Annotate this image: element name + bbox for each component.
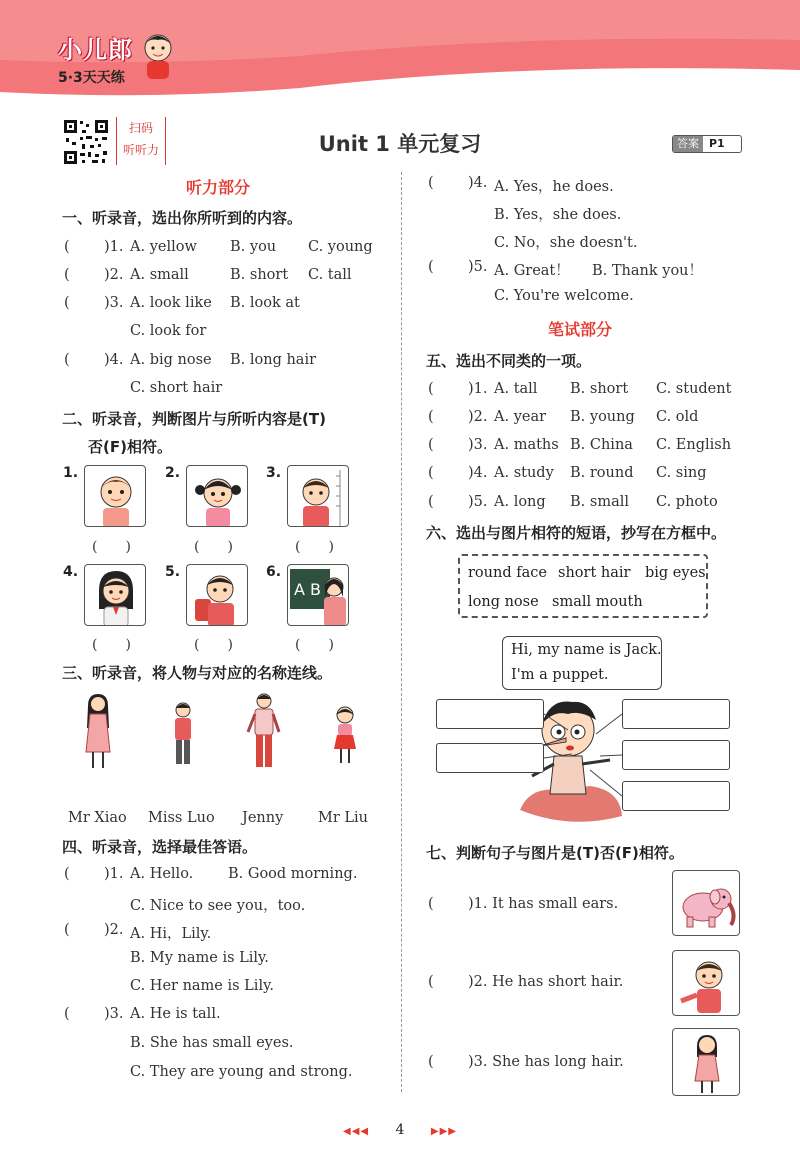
speech-bubble	[502, 636, 662, 690]
option-c: C. Her name is Lily.	[130, 978, 274, 994]
picture-2	[186, 465, 248, 527]
option-a: A. study	[494, 465, 554, 481]
option-a: A. yellow	[130, 239, 197, 255]
option-c: C. Nice to see you，too.	[130, 898, 306, 914]
picture-boy	[672, 950, 740, 1016]
answer-blank[interactable]: (	[428, 437, 434, 453]
option-b: B. look at	[230, 295, 300, 311]
option-c: C. student	[656, 381, 732, 397]
part5-heading: 五、选出不同类的一项。	[426, 352, 592, 370]
brand-name: 小儿郎	[58, 36, 133, 64]
pic-number-6: 6.	[266, 564, 282, 580]
pic-number-5: 5.	[165, 564, 181, 580]
option-b: B. small	[570, 494, 629, 510]
blank-4[interactable]: ( )	[92, 637, 131, 653]
picture-girl	[672, 1028, 740, 1096]
answer-blank[interactable]: (	[428, 381, 434, 397]
picture-4	[84, 564, 146, 626]
item-number: )2.	[104, 922, 124, 938]
option-c: C. short hair	[130, 380, 223, 396]
option-c: C. look for	[130, 323, 207, 339]
option-b: B. China	[570, 437, 633, 453]
boy-short-hair-icon	[673, 951, 740, 1016]
answer-page: P1	[709, 137, 725, 150]
option-b: B. Thank you！	[592, 263, 704, 279]
pic-number-2: 2.	[165, 465, 181, 481]
name-miss-luo[interactable]: Miss Luo	[148, 810, 215, 826]
board-letters: A B	[294, 580, 322, 599]
item-number: )1.	[104, 866, 124, 882]
option-b: B. Yes，she does.	[494, 207, 622, 223]
answer-blank[interactable]: (	[64, 352, 70, 368]
blank-3[interactable]: ( )	[295, 539, 334, 555]
part3-heading: 三、听录音，将人物与对应的名称连线。	[62, 664, 333, 682]
bubble-line-2: I'm a puppet.	[511, 667, 609, 683]
man-figure-icon	[246, 692, 282, 772]
next-arrows-icon: ▶▶▶	[430, 1126, 457, 1137]
boy-backpack-icon	[187, 565, 248, 626]
answer-blank[interactable]: (	[64, 267, 70, 283]
option-b: B. Good morning.	[228, 866, 358, 882]
answer-blank[interactable]: (	[428, 1054, 434, 1070]
part1-heading: 一、听录音，选出你所听到的内容。	[62, 209, 303, 227]
item-number: )1.	[468, 381, 488, 397]
item-number: )4.	[468, 175, 488, 191]
blank-2[interactable]: ( )	[194, 539, 233, 555]
part7-heading: 七、判断句子与图片是(T)否(F)相符。	[426, 844, 684, 862]
pic-number-3: 3.	[266, 465, 282, 481]
option-b: B. My name is Lily.	[130, 950, 269, 966]
option-c: C. English	[656, 437, 732, 453]
picture-1	[84, 465, 146, 527]
option-b: B. young	[570, 409, 635, 425]
blank-5[interactable]: ( )	[194, 637, 233, 653]
answer-blank[interactable]: (	[428, 409, 434, 425]
prev-arrows-icon: ◀◀◀	[343, 1126, 370, 1137]
boy-face-icon	[85, 466, 146, 527]
connector-lines	[400, 690, 740, 820]
answer-label: 答案	[673, 136, 703, 152]
pic-number-4: 4.	[63, 564, 79, 580]
name-mr-liu[interactable]: Mr Liu	[318, 810, 368, 826]
answer-blank[interactable]: (	[64, 866, 70, 882]
option-c: C. No，she doesn't.	[494, 235, 638, 251]
option-c: C. tall	[308, 267, 352, 283]
option-c: C. sing	[656, 465, 707, 481]
writing-section-title: 笔试部分	[548, 320, 613, 339]
option-a: A. Great！	[494, 263, 570, 279]
brand-logo	[58, 30, 133, 87]
item-number: )2.	[104, 267, 124, 283]
boy-figure-icon	[168, 700, 198, 770]
item-number: )3.	[104, 295, 124, 311]
answer-blank[interactable]: (	[64, 295, 70, 311]
elephant-icon	[673, 871, 740, 936]
statement-text: )1. It has small ears.	[468, 896, 619, 912]
option-b: B. long hair	[230, 352, 317, 368]
blank-6[interactable]: ( )	[295, 637, 334, 653]
column-divider	[401, 172, 402, 1092]
option-a: A. Yes，he does.	[494, 179, 614, 195]
statement-text: )3. She has long hair.	[468, 1054, 624, 1070]
series-name: 5·3天天练	[58, 70, 125, 86]
option-c: C. photo	[656, 494, 718, 510]
answer-blank[interactable]: (	[64, 922, 70, 938]
page-number: 4	[395, 1122, 405, 1138]
answer-blank[interactable]: (	[428, 896, 434, 912]
option-a: A. He is tall.	[130, 1006, 221, 1022]
answer-blank[interactable]: (	[428, 494, 434, 510]
option-b: B. you	[230, 239, 277, 255]
answer-blank[interactable]: (	[64, 1006, 70, 1022]
girl-pigtails-icon	[187, 466, 248, 527]
item-number: )1.	[104, 239, 124, 255]
option-a: A. tall	[494, 381, 538, 397]
option-c: C. old	[656, 409, 699, 425]
word-short-hair: short hair	[558, 565, 631, 581]
option-b: B. She has small eyes.	[130, 1035, 294, 1051]
option-c: C. young	[308, 239, 373, 255]
item-number: )5.	[468, 494, 488, 510]
part6-heading: 六、选出与图片相符的短语，抄写在方框中。	[426, 524, 727, 542]
option-a: A. year	[494, 409, 547, 425]
woman-figure-icon	[78, 692, 118, 772]
option-b: B. round	[570, 465, 634, 481]
answer-blank[interactable]: (	[428, 974, 434, 990]
option-c: C. You're welcome.	[494, 288, 634, 304]
option-c: C. They are young and strong.	[130, 1064, 353, 1080]
option-a: A. look like	[130, 295, 212, 311]
option-b: B. short	[230, 267, 289, 283]
answer-blank[interactable]: (	[64, 239, 70, 255]
boy-height-chart-icon	[288, 466, 349, 527]
picture-3	[287, 465, 349, 527]
option-a: A. long	[494, 494, 546, 510]
blank-1[interactable]: ( )	[92, 539, 131, 555]
boy-mascot-icon	[138, 30, 178, 82]
page-footer	[0, 1122, 800, 1138]
word-big-eyes: big eyes	[645, 565, 706, 581]
answer-blank[interactable]: (	[428, 465, 434, 481]
item-number: )2.	[468, 409, 488, 425]
word-long-nose: long nose	[468, 594, 539, 610]
statement-text: )2. He has short hair.	[468, 974, 624, 990]
word-small-mouth: small mouth	[552, 594, 643, 610]
option-a: A. maths	[494, 437, 559, 453]
item-number: )3.	[104, 1006, 124, 1022]
bubble-line-1: Hi, my name is Jack.	[511, 642, 662, 658]
scan-line-2: 听听力	[122, 143, 159, 157]
option-a: A. Hello.	[130, 866, 194, 882]
option-b: B. short	[570, 381, 629, 397]
picture-elephant	[672, 870, 740, 936]
girl-long-hair-icon	[85, 565, 146, 626]
picture-6	[287, 564, 349, 626]
option-a: A. small	[130, 267, 189, 283]
part2-heading-line2: 否(F)相符。	[88, 438, 172, 456]
part2-heading-line1: 二、听录音，判断图片与所听内容是(T)	[62, 410, 326, 428]
scan-line-1: 扫码	[128, 121, 153, 135]
item-number: )5.	[468, 259, 488, 275]
pic-number-1: 1.	[63, 465, 79, 481]
answer-reference	[672, 135, 742, 153]
item-number: )4.	[104, 352, 124, 368]
girl-icon	[673, 1029, 740, 1096]
word-bank	[458, 554, 708, 618]
answer-blank[interactable]: (	[428, 175, 434, 191]
name-mr-xiao[interactable]: Mr Xiao	[68, 810, 127, 826]
answer-blank[interactable]: (	[428, 259, 434, 275]
item-number: )4.	[468, 465, 488, 481]
girl-figure-icon	[330, 705, 360, 767]
picture-5	[186, 564, 248, 626]
name-jenny[interactable]: Jenny	[242, 810, 284, 826]
listening-section-title: 听力部分	[186, 178, 251, 197]
teacher-blackboard-icon	[288, 565, 349, 626]
word-round-face: round face	[468, 565, 547, 581]
part4-heading: 四、听录音，选择最佳答语。	[62, 838, 258, 856]
item-number: )3.	[468, 437, 488, 453]
page-title: Unit 1 单元复习	[318, 132, 482, 156]
option-a: A. Hi，Lily.	[130, 926, 212, 942]
option-a: A. big nose	[130, 352, 212, 368]
